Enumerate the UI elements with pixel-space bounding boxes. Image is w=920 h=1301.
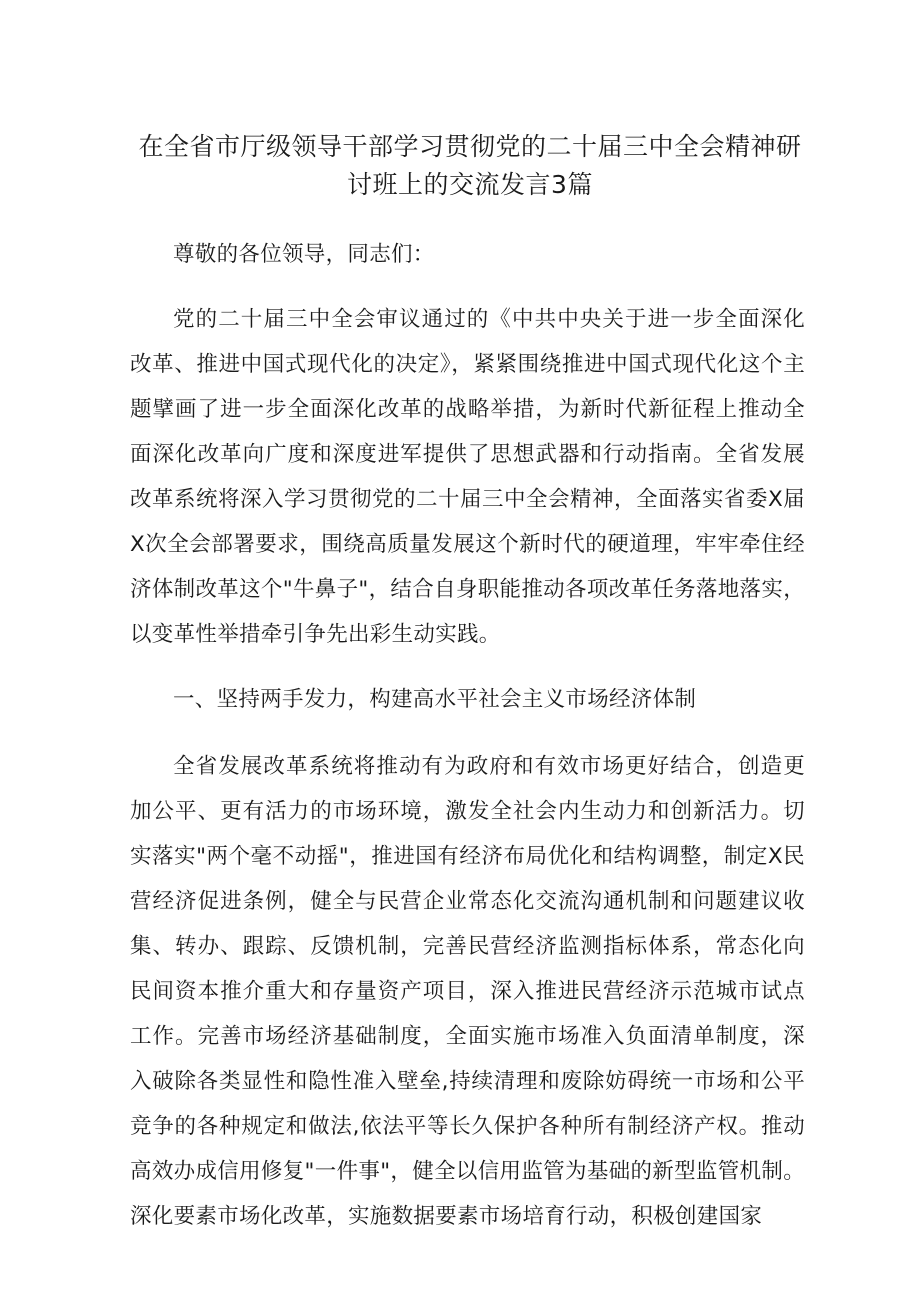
paragraph-section-1: 全省发展改革系统将推动有为政府和有效市场更好结合，创造更加公平、更有活力的市场环境，激发全社会内生动力和创新活力。切实落实"两个毫不动摇"，推进国有经济布局优化和结构调整，制定X民营经济促进条例，健全与民营企业常态化交流沟通机制和问题建议收集、转办、跟踪、反馈机制，完善民营经济监测指标体系，常态化向民间资本推介重大和存量资产项目，深入推进民营经济示范城市试点工作。完善市场经济基础制度，全面实施市场准入负面清单制度，深入破除各类显性和隐性准入壁垒,持续清理和废除妨碍统一市场和公平竞争的各种规定和做法,依法平等长久保护各种所有制经济产权。推动高效办成信用修复"一件事"，健全以信用监管为基础的新型监管机制。深化要素市场化改革，实施数据要素市场培育行动，积极创建国家 [130, 754, 805, 1229]
section-heading-1: 一、坚持两手发力，构建高水平社会主义市场经济体制 [173, 687, 697, 712]
document-title [130, 128, 810, 204]
paragraph-intro: 党的二十届三中全会审议通过的《中共中央关于进一步全面深化改革、推进中国式现代化的决定》，紧紧围绕推进中国式现代化这个主题擘画了进一步全面深化改革的战略举措，为新时代新征程上推动全面深化改革向广度和深度进军提供了思想武器和行动指南。全省发展改革系统将深入学习贯彻党的二十届三中全会精神，全面落实省委X届X次全会部署要求，围绕高质量发展这个新时代的硬道理，牢牢牵住经济体制改革这个"牛鼻子"，结合自身职能推动各项改革任务落地落实，以变革性举措牵引争先出彩生动实践。 [130, 307, 805, 647]
document-body [130, 232, 805, 1259]
title-line-1: 在全省市厅级领导干部学习贯彻党的二十届三中全会精神研 [138, 132, 802, 161]
title-line-2: 讨班上的交流发言3篇 [347, 170, 593, 199]
salutation: 尊敬的各位领导，同志们： [173, 242, 435, 267]
